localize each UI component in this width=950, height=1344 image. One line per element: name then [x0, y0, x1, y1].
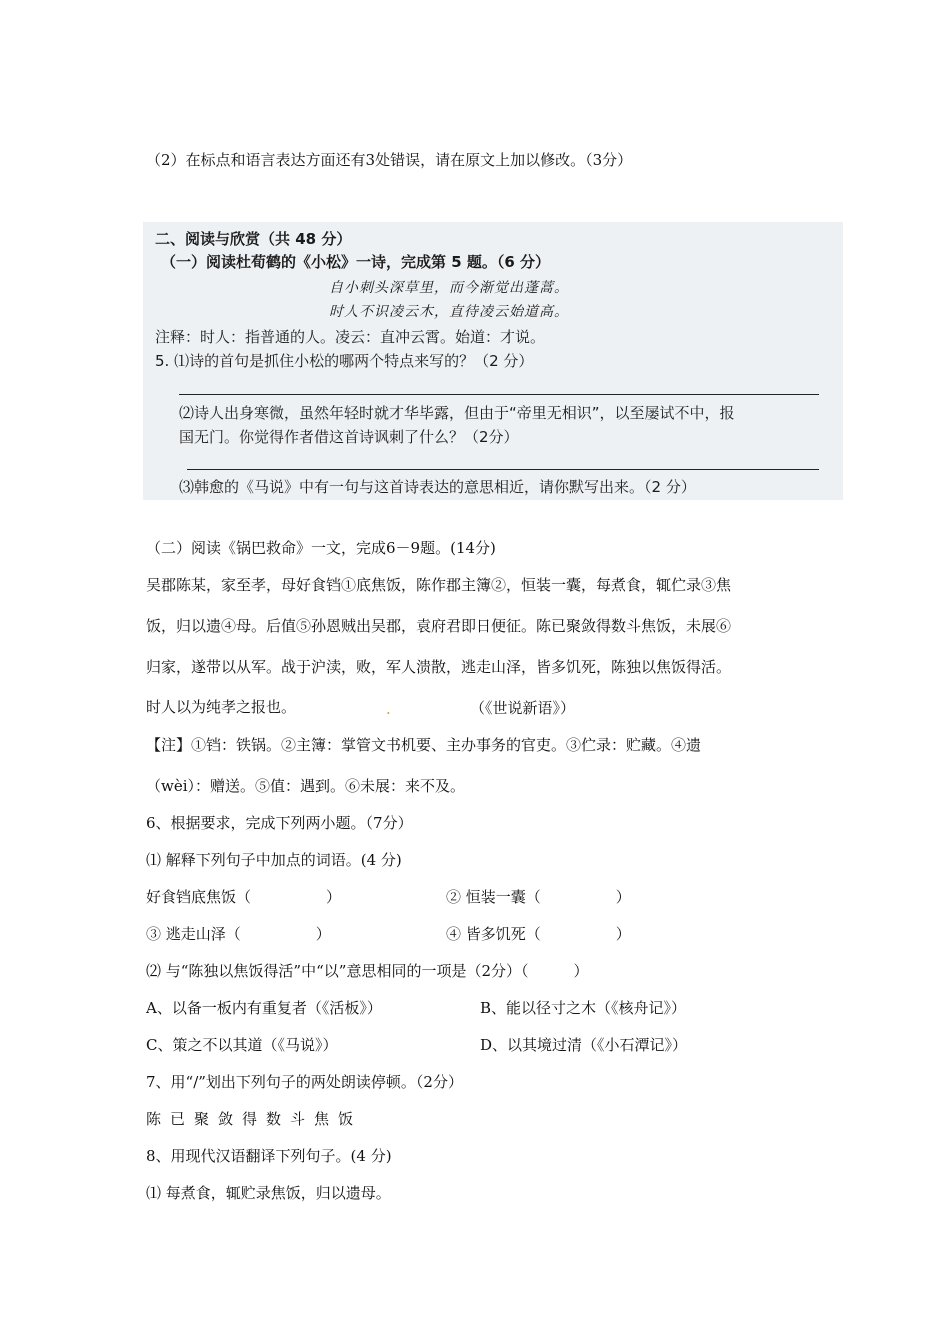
- question-7-title: 7、用“/”划出下列句子的两处朗读停顿。（2分）: [146, 1073, 463, 1091]
- poem-notes: 注释：时人：指普通的人。凌云：直冲云霄。始道：才说。: [155, 328, 546, 346]
- question-7-sentence: 陈已聚敛得数斗焦饭: [146, 1110, 363, 1128]
- question-6-2: ⑵ 与“陈独以焦饭得活”中“以”意思相同的一项是（2分）（ ）: [146, 962, 589, 980]
- option-d: D、以其境过清（《小石潭记》）: [480, 1036, 688, 1054]
- option-b: B、能以径寸之木（《核舟记》）: [480, 999, 687, 1017]
- question-6-item-4: ④ 皆多饥死（ ）: [446, 925, 631, 943]
- question-6-item-3: ③ 逃走山泽（ ）: [146, 925, 331, 943]
- question-5-3: ⑶韩愈的《马说》中有一句与这首诗表达的意思相近，请你默写出来。（2 分）: [179, 478, 696, 496]
- passage-line-2: 饭，归以遗④母。后值⑤孙恩贼出吴郡，袁府君即日便征。陈已聚敛得数斗焦饭，未展⑥: [146, 617, 732, 635]
- section-title: 二、阅读与欣赏（共 48 分）: [155, 230, 352, 248]
- stray-dot: .: [386, 700, 391, 718]
- question-6-1: ⑴ 解释下列句子中加点的词语。(4 分): [146, 851, 402, 869]
- option-a: A、以备一板内有重复者（《活板》）: [146, 999, 382, 1017]
- question-8-title: 8、用现代汉语翻译下列句子。(4 分): [146, 1147, 392, 1165]
- scanned-reading-section: [143, 222, 843, 500]
- answer-line: [187, 469, 819, 470]
- passage-line-4: 时人以为纯孝之报也。: [146, 698, 297, 716]
- poem-subtitle: （一）阅读杜荀鹤的《小松》一诗，完成第 5 题。（6 分）: [161, 253, 551, 271]
- question-6-item-2: ② 恒装一囊（ ）: [446, 888, 631, 906]
- question-2-instruction: （2）在标点和语言表达方面还有3处错误，请在原文上加以修改。（3分）: [146, 151, 633, 169]
- notes-line-2: （wèi）：赠送。⑤值：遇到。⑥未展：来不及。: [146, 777, 466, 795]
- question-5-2-line-1: ⑵诗人出身寒微，虽然年轻时就才华毕露，但由于“帝里无相识”，以至屡试不中，报: [179, 404, 735, 422]
- passage-source: （《世说新语》）: [470, 699, 576, 717]
- reading-2-heading: （二）阅读《锅巴救命》一文，完成6－9题。(14分): [146, 539, 496, 557]
- question-8-1: ⑴ 每煮食，辄贮录焦饭，归以遗母。: [146, 1184, 391, 1202]
- notes-line-1: 【注】①铛：铁锅。②主簿：掌管文书机要、主办事务的官吏。③伫录：贮藏。④遗: [146, 736, 702, 754]
- answer-line: [179, 394, 819, 395]
- question-6-item-1: 好食铛底焦饭（ ）: [146, 888, 342, 906]
- poem-line-1: 自小刺头深草里，而今渐觉出蓬蒿。: [329, 280, 569, 296]
- question-5-1: 5. ⑴诗的首句是抓住小松的哪两个特点来写的？（2 分）: [155, 352, 534, 370]
- passage-line-1: 吴郡陈某，家至孝，母好食铛①底焦饭，陈作郡主簿②，恒装一囊，每煮食，辄伫录③焦: [146, 576, 732, 594]
- option-c: C、策之不以其道（《马说》）: [146, 1036, 338, 1054]
- passage-line-3: 归家，遂带以从军。战于沪渎，败，军人溃散，逃走山泽，皆多饥死，陈独以焦饭得活。: [146, 658, 732, 676]
- poem-line-2: 时人不识凌云木，直待凌云始道高。: [329, 304, 569, 320]
- question-5-2-line-2: 国无门。你觉得作者借这首诗讽刺了什么？（2分）: [179, 428, 519, 446]
- question-6-title: 6、根据要求，完成下列两小题。（7分）: [146, 814, 413, 832]
